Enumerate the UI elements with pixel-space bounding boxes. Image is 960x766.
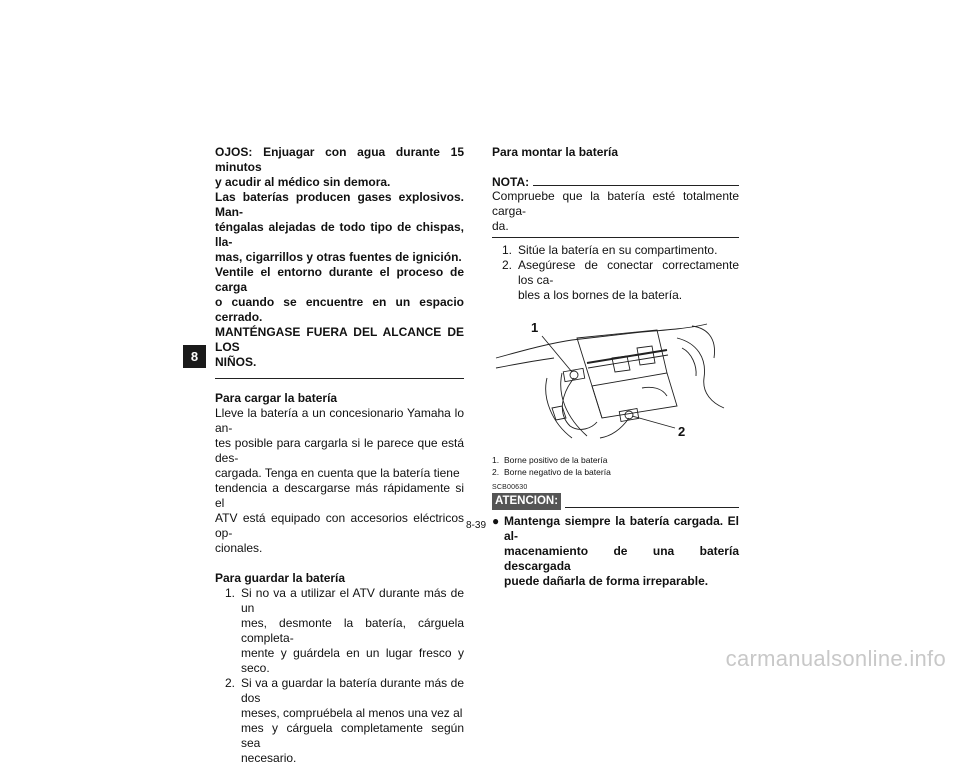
list-item <box>502 258 739 303</box>
charge-line: cargada. Tenga en cuenta que la batería tiene <box>215 466 460 480</box>
list-number: 1. <box>225 586 236 600</box>
note-line: Compruebe que la batería esté totalmente carga- <box>492 189 739 218</box>
list-number: 2. <box>225 676 236 690</box>
note-text <box>492 189 739 234</box>
mount-list <box>492 243 739 303</box>
note-bottom-rule <box>492 237 739 238</box>
warning-line: y acudir al médico sin demora. <box>215 175 391 189</box>
battery-figure <box>492 318 739 446</box>
caption-number: 1. <box>492 455 500 465</box>
list-number: 2. <box>502 258 513 272</box>
callout-1: 1 <box>531 320 539 335</box>
note-label: NOTA: <box>492 175 530 189</box>
left-column <box>215 145 464 766</box>
right-column <box>492 145 739 589</box>
atencion-rule <box>565 507 739 508</box>
note-header <box>492 175 739 189</box>
charge-heading: Para cargar la batería <box>215 391 338 405</box>
list-line: meses, compruébela al menos una vez al <box>241 706 463 720</box>
page-number: 8-39 <box>466 520 487 531</box>
mount-heading: Para montar la batería <box>492 145 619 159</box>
list-item <box>502 243 739 258</box>
list-line: Asegúrese de conectar correctamente los ca- <box>518 258 739 287</box>
warning-line: MANTÉNGASE FUERA DEL ALCANCE DE LOS <box>215 325 464 354</box>
atencion-label: ATENCION: <box>492 493 561 510</box>
list-line: Si no va a utilizar el ATV durante más de un <box>241 586 464 615</box>
list-line: mes y cárguela completamente según sea <box>241 721 464 750</box>
list-line: mes, desmonte la batería, cárguela completa- <box>241 616 464 645</box>
charge-line: cionales. <box>215 541 263 555</box>
atencion-header <box>492 493 739 510</box>
caption-item <box>492 466 739 478</box>
list-number: 1. <box>502 243 513 257</box>
charge-line: tes posible para cargarla si le parece que está des- <box>215 436 464 465</box>
warning-line: NIÑOS. <box>215 355 257 369</box>
list-line: Si va a guardar la batería durante más de dos <box>241 676 464 705</box>
chapter-number: 8 <box>190 349 199 364</box>
chapter-tab <box>183 345 206 368</box>
battery-compartment-illustration <box>492 318 739 446</box>
bullet-line: macenamiento de una batería descargada <box>504 544 739 573</box>
warning-divider <box>215 378 464 379</box>
store-heading: Para guardar la batería <box>215 571 346 585</box>
charge-line: tendencia a descargarse más rápidamente si el <box>215 481 464 510</box>
charge-line: ATV está equipado con accesorios eléctricos op- <box>215 511 464 540</box>
atencion-bullet <box>492 514 739 589</box>
charge-paragraph <box>215 406 464 556</box>
bullet-line: puede dañarla de forma irreparable. <box>504 574 709 588</box>
list-line: bles a los bornes de la batería. <box>518 288 683 302</box>
reference-code: SCB00630 <box>492 484 528 491</box>
caption-text: Borne positivo de la batería <box>504 455 608 465</box>
warning-line: Ventile el entorno durante el proceso de carga <box>215 265 464 294</box>
warning-line: téngalas alejadas de todo tipo de chispas, lla- <box>215 220 464 249</box>
store-list <box>215 586 464 766</box>
caption-text: Borne negativo de la batería <box>504 467 611 477</box>
list-item <box>225 676 464 766</box>
note-line: da. <box>492 219 509 233</box>
list-line: Sitúe la batería en su compartimento. <box>518 243 718 257</box>
bullet-line: Mantenga siempre la batería cargada. El al- <box>504 514 739 543</box>
caption-number: 2. <box>492 467 500 477</box>
warning-text <box>215 145 464 370</box>
list-line: mente y guárdela en un lugar fresco y seco. <box>241 646 464 675</box>
note-rule <box>533 185 739 186</box>
warning-line: o cuando se encuentre en un espacio cerrado. <box>215 295 464 324</box>
charge-line: Lleve la batería a un concesionario Yamaha lo an- <box>215 406 464 435</box>
list-line: necesario. <box>241 751 297 765</box>
bullet-icon: ● <box>492 514 500 528</box>
caption-item <box>492 454 739 466</box>
list-item <box>225 586 464 676</box>
callout-2: 2 <box>678 424 686 439</box>
figure-captions <box>492 454 739 478</box>
warning-line: mas, cigarrillos y otras fuentes de ignición. <box>215 250 462 264</box>
warning-line: Las baterías producen gases explosivos. Man- <box>215 190 464 219</box>
warning-line: OJOS: Enjuagar con agua durante 15 minutos <box>215 145 464 174</box>
watermark: carmanualsonline.info <box>725 646 946 671</box>
